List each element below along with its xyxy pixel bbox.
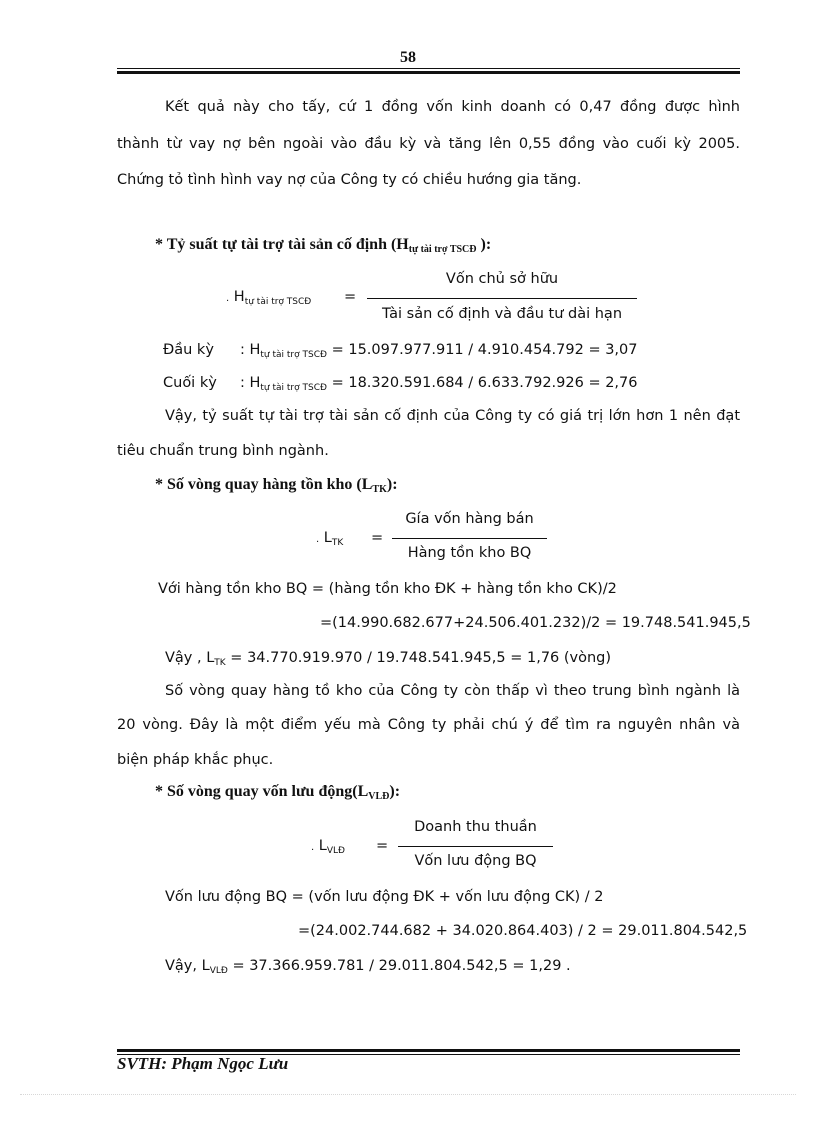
section2-comment-line2: 20 vòng. Đây là một điểm yếu mà Công ty phải chú ý để tìm ra nguyên nhân và [117,717,740,733]
section3-denominator: Vốn lưu động BQ [414,853,537,869]
section1-formula-lhs: . $H_{tự tài trợ TSCĐ}$ [226,289,312,307]
section2-equals: = [371,530,384,546]
page-edge-divider [20,1094,796,1095]
section3-equals: = [376,838,389,854]
section2-comment-line3: biện pháp khắc phục. [117,752,274,768]
section3-numerator: Doanh thu thuần [414,819,537,835]
footer-author: SVTH: Phạm Ngọc Lưu [117,1054,289,1073]
section1-end-calc: : $H_{tự tài trợ TSCĐ} = 18.320.591.684 / 6.633.792.926 = 2,76$ [240,375,638,393]
header-rule-thin [117,68,740,69]
section2-result: Vậy , $L_{TK} = 34.770.919.970 / 19.748.541.945,5 = 1,76$ (vòng) [165,650,612,668]
section1-conclusion-line1: Vậy, tỷ suất tự tài trợ tài sản cố định của Công ty có giá trị lớn hơn 1 nên đạt [165,408,740,424]
section3-result: Vậy, $L_{VLĐ} = 37.366.959.781 / 29.011.804.542,5 = 1,29$ . [165,958,571,976]
section2-heading: * Số vòng quay hàng tồn kho (LTK): [155,476,398,495]
section2-numerator: Gía vốn hàng bán [405,511,534,527]
section3-heading: * Số vòng quay vốn lưu động(LVLĐ): [155,783,401,802]
header-rule-thick [117,71,740,74]
section3-avg-line1: Vốn lưu động BQ = (vốn lưu động ĐK + vốn lưu động CK) / 2 [165,889,604,905]
section2-avg-line2: =(14.990.682.677+24.506.401.232)/2 = 19.748.541.945,5 [320,615,751,631]
para1-line2: thành từ vay nợ bên ngoài vào đầu kỳ và tăng lên 0,55 đồng vào cuối kỳ 2005. [117,136,740,152]
para1-line1: Kết quả này cho tấy, cứ 1 đồng vốn kinh doanh có 0,47 đồng được hình [165,99,740,115]
section2-avg-line1: Với hàng tồn kho BQ = (hàng tồn kho ĐK + hàng tồn kho CK)/2 [158,581,617,597]
section1-fraction-bar [367,298,637,299]
section2-comment-line1: Số vòng quay hàng tồ kho của Công ty còn thấp vì theo trung bình ngành là [165,683,740,699]
section1-begin-label: Đầu kỳ [163,342,214,358]
section1-end-label: Cuối kỳ [163,375,217,391]
section1-begin-calc: : $H_{tự tài trợ TSCĐ} = 15.097.977.911 / 4.910.454.792 = 3,07$ [240,342,638,360]
section3-fraction-bar [398,846,553,847]
section2-fraction-bar [392,538,547,539]
section1-numerator: Vốn chủ sở hữu [445,271,559,287]
section2-denominator: Hàng tồn kho BQ [407,545,532,561]
section3-formula-lhs: . $L_{VLĐ}$ [311,838,346,856]
footer-rule-thick [117,1049,740,1052]
section1-denominator: Tài sản cố định và đầu tư dài hạn [381,306,623,322]
section2-formula-lhs: . $L_{TK}$ [316,530,344,548]
page-number: 58 [400,49,416,66]
section3-avg-line2: =(24.002.744.682 + 34.020.864.403) / 2 = 29.011.804.542,5 [298,923,748,939]
section1-conclusion-line2: tiêu chuẩn trung bình ngành. [117,443,329,459]
para1-line3: Chứng tỏ tình hình vay nợ của Công ty có chiều hướng gia tăng. [117,172,582,188]
section1-equals: = [344,289,357,305]
section1-heading: * Tỷ suất tự tài trợ tài sản cố định (Htự tài trợ TSCĐ ): [155,236,492,255]
